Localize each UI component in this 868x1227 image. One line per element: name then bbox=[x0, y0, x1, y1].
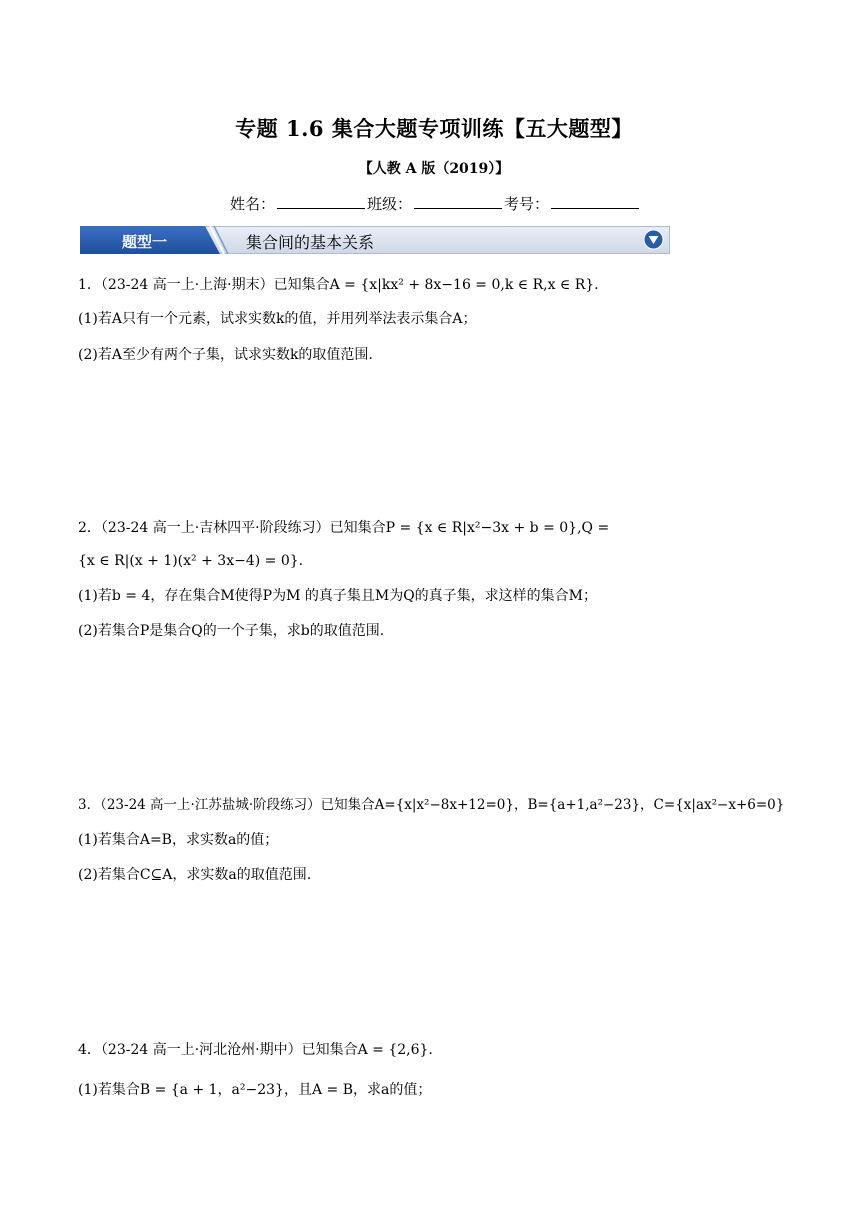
name-blank bbox=[277, 194, 365, 209]
page-title: 专题 1.6 集合大题专项训练【五大题型】 bbox=[235, 116, 633, 141]
section-tab-label: 题型一 bbox=[122, 233, 168, 251]
question-2-stem: 2．（23-24 高一上·吉林四平·阶段练习）已知集合P = {x ∈ R|x²−3x + b = 0},Q = bbox=[78, 520, 610, 536]
class-label: 班级： bbox=[367, 195, 413, 213]
chevron-down-icon bbox=[643, 229, 664, 250]
question-1-part-2: (2)若A至少有两个子集，试求实数k的取值范围. bbox=[78, 347, 373, 363]
name-label: 姓名： bbox=[230, 195, 276, 213]
student-info-line bbox=[230, 193, 641, 214]
question-2-part-1: (1)若b = 4，存在集合M使得P为M 的真子集且M为Q的真子集，求这样的集合M； bbox=[78, 588, 598, 604]
question-3-part-2: (2)若集合C⊆A，求实数a的取值范围. bbox=[78, 867, 312, 883]
question-2-stem-continued: {x ∈ R|(x + 1)(x² + 3x−4) = 0}. bbox=[78, 553, 304, 569]
id-label: 考号： bbox=[504, 195, 550, 213]
question-1-part-1: (1)若A只有一个元素，试求实数k的值，并用列举法表示集合A； bbox=[78, 311, 477, 327]
question-1-stem: 1．（23-24 高一上·上海·期末）已知集合A = {x|kx² + 8x−16 = 0,k ∈ R,x ∈ R}. bbox=[78, 277, 599, 293]
section-topic: 集合间的基本关系 bbox=[246, 233, 375, 252]
class-blank bbox=[414, 194, 502, 209]
question-4-stem: 4．（23-24 高一上·河北沧州·期中）已知集合A = {2,6}. bbox=[78, 1042, 433, 1058]
question-4-part-1: (1)若集合B = {a + 1，a²−23}，且A = B，求a的值； bbox=[78, 1082, 432, 1098]
question-3-stem: 3．（23-24 高一上·江苏盐城·阶段练习）已知集合A={x|x²−8x+12=0}，B={a+1,a²−23}，C={x|ax²−x+6=0} bbox=[78, 797, 785, 813]
banner-slash-icon bbox=[208, 226, 230, 254]
question-2-part-2: (2)若集合P是集合Q的一个子集，求b的取值范围. bbox=[78, 623, 385, 639]
question-3-part-1: (1)若集合A=B，求实数a的值； bbox=[78, 832, 279, 848]
edition-subtitle: 【人教 A 版（2019）】 bbox=[358, 161, 510, 177]
id-blank bbox=[551, 194, 639, 209]
section-banner bbox=[80, 226, 670, 254]
